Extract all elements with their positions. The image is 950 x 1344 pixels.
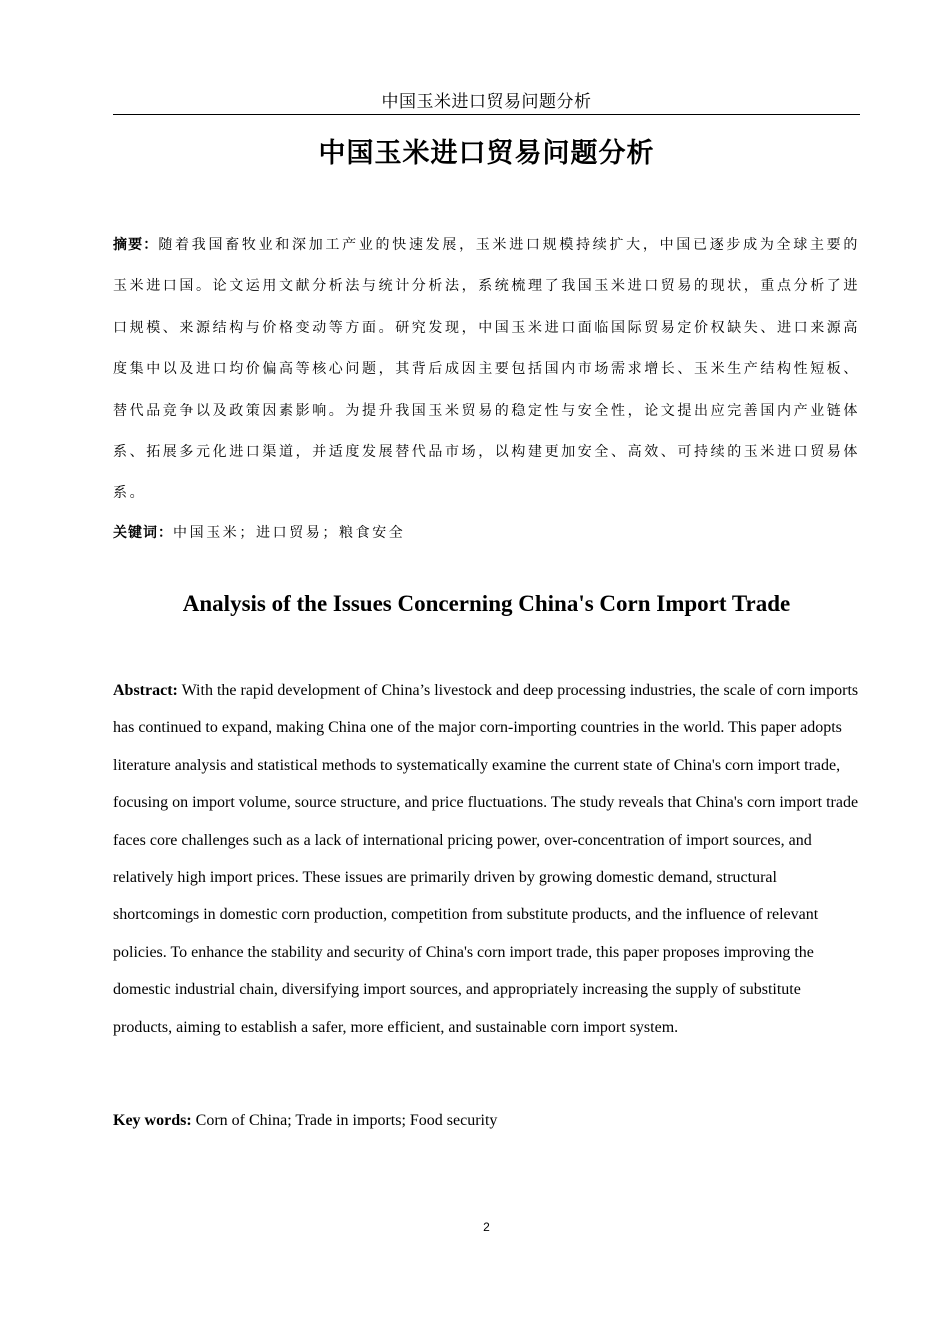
header-rule: [113, 114, 860, 115]
english-abstract-text: With the rapid development of China’s livestock and deep processing industries, the scale of corn imports has continued to expand, making China one of the major corn-importing countries in the world. This paper adopts literature analysis and statistical methods to systematically examine the current state of China's corn import trade, focusing on import volume, source structure, and price fluctuations. The study reveals that China's corn import trade faces core challenges such as a lack of international pricing power, over-concentration of import sources, and relatively high import prices. These issues are primarily driven by growing domestic demand, structural shortcomings in domestic corn production, competition from substitute products, and the influence of relevant policies. To enhance the stability and security of China's corn import trade, this paper proposes improving the domestic industrial chain, diversifying import sources, and appropriately increasing the supply of substitute products, aiming to establish a safer, more efficient, and sustainable corn import system.: [113, 682, 859, 1036]
chinese-keywords: [113, 515, 860, 551]
english-keywords-text: Corn of China; Trade in imports; Food security: [195, 1112, 498, 1129]
chinese-abstract: [113, 225, 860, 515]
chinese-abstract-text: 随着我国畜牧业和深加工产业的快速发展，玉米进口规模持续扩大，中国已逐步成为全球主要的玉米进口国。论文运用文献分析法与统计分析法，系统梳理了我国玉米进口贸易的现状，重点分析了进口规模、来源结构与价格变动等方面。研究发现，中国玉米进口面临国际贸易定价权缺失、进口来源高度集中以及进口均价偏高等核心问题，其背后成因主要包括国内市场需求增长、玉米生产结构性短板、替代品竞争以及政策因素影响。为提升我国玉米贸易的稳定性与安全性，论文提出应完善国内产业链体系、拓展多元化进口渠道，并适度发展替代品市场，以构建更加安全、高效、可持续的玉米进口贸易体系。: [113, 237, 860, 502]
running-header: 中国玉米进口贸易问题分析: [381, 92, 592, 112]
english-title: Analysis of the Issues Concerning China's Corn Import Trade: [182, 591, 791, 616]
page-number: 2: [483, 1220, 490, 1234]
chinese-keywords-text: 中国玉米；进口贸易；粮食安全: [173, 525, 406, 541]
chinese-keywords-label: 关键词：: [113, 525, 173, 541]
english-keywords-label: Key words:: [113, 1112, 192, 1129]
chinese-title: 中国玉米进口贸易问题分析: [318, 138, 655, 169]
chinese-abstract-label: 摘要：: [113, 237, 159, 253]
english-abstract: [113, 672, 860, 1046]
english-keywords: [113, 1106, 860, 1136]
english-abstract-label: Abstract:: [113, 682, 178, 699]
